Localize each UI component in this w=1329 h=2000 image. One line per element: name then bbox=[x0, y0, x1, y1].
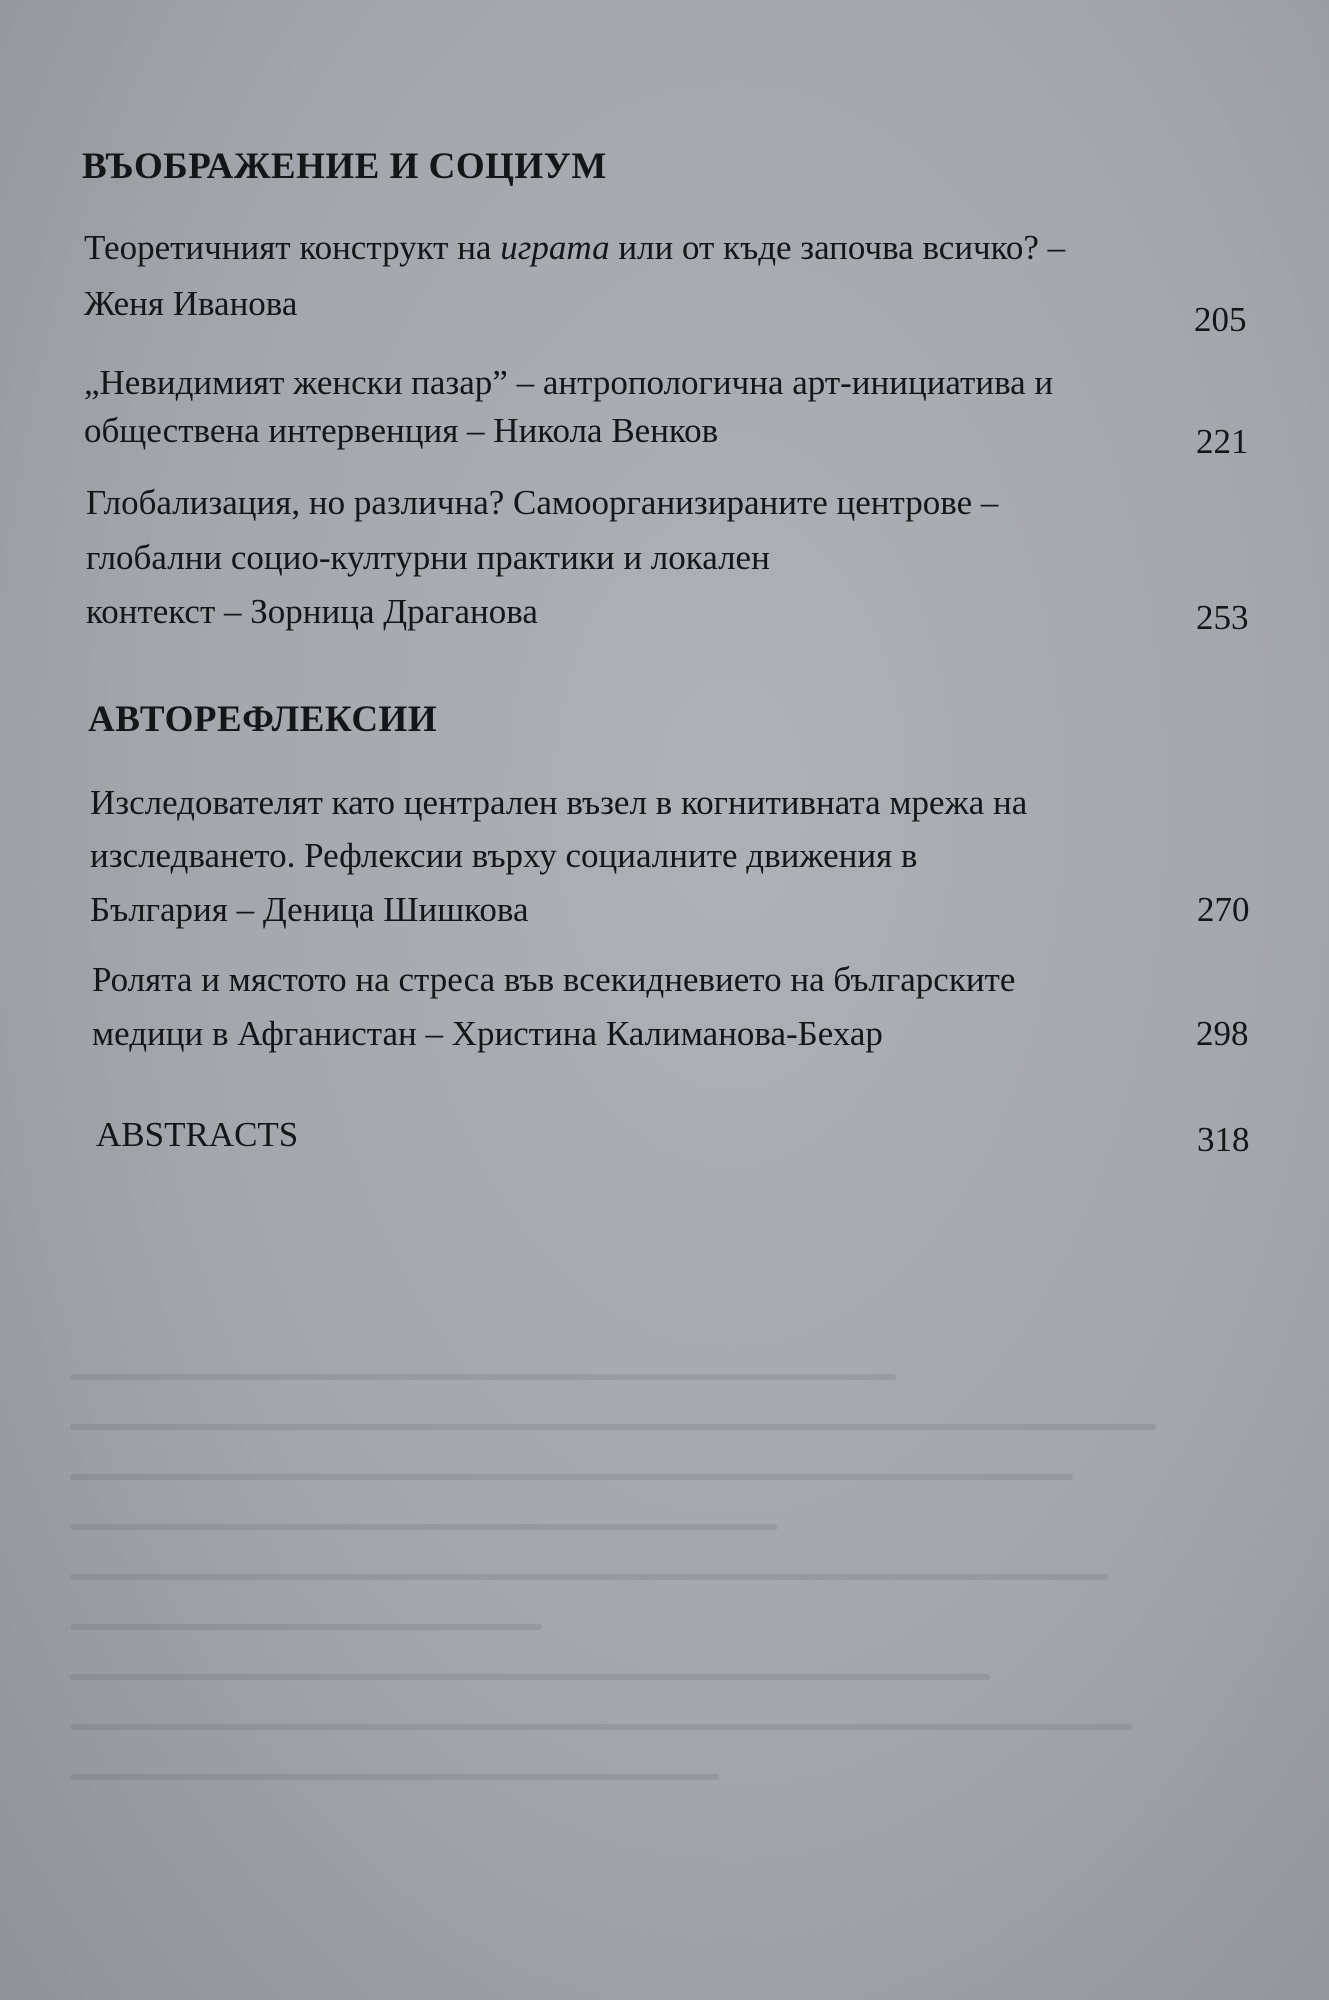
entry-title-line: изследването. Рефлексии върху социалните движения в bbox=[90, 836, 918, 875]
page-number: 253 bbox=[1196, 598, 1249, 637]
page-number: 298 bbox=[1196, 1014, 1249, 1053]
entry-author-line: България – Деница Шишкова bbox=[90, 890, 529, 929]
entry-author-line: Женя Иванова bbox=[84, 284, 298, 323]
section-title: ВЪОБРАЖЕНИЕ И СОЦИУМ bbox=[82, 146, 607, 187]
page-number: 221 bbox=[1196, 422, 1249, 461]
entry-title-line: „Невидимият женски пазар” – антропологична арт-инициатива и bbox=[84, 363, 1054, 402]
entry-author-line: медици в Афганистан – Христина Калиманова-Бехар bbox=[92, 1014, 883, 1053]
entry-title-line: Ролята и мястото на стреса във всекидневието на българските bbox=[92, 960, 1016, 999]
page-number: 318 bbox=[1197, 1120, 1250, 1159]
show-through-text bbox=[70, 1330, 1250, 1930]
entry-author-line: контекст – Зорница Драганова bbox=[86, 592, 538, 631]
entry-title-line: Глобализация, но различна? Самоорганизираните центрове – bbox=[86, 483, 999, 522]
page-number: 270 bbox=[1197, 890, 1250, 929]
entry-title-line: Теоретичният конструкт на играта или от къде започва всичко? – bbox=[84, 228, 1066, 267]
section-title: АВТОРЕФЛЕКСИИ bbox=[88, 699, 438, 740]
entry-author-line: обществена интервенция – Никола Венков bbox=[84, 411, 719, 450]
page-number: 205 bbox=[1194, 300, 1247, 339]
entry-title-line: Изследователят като централен възел в когнитивната мрежа на bbox=[90, 783, 1028, 822]
abstracts-label: ABSTRACTS bbox=[96, 1115, 299, 1154]
entry-title-line: глобални социо-културни практики и локален bbox=[86, 538, 770, 577]
